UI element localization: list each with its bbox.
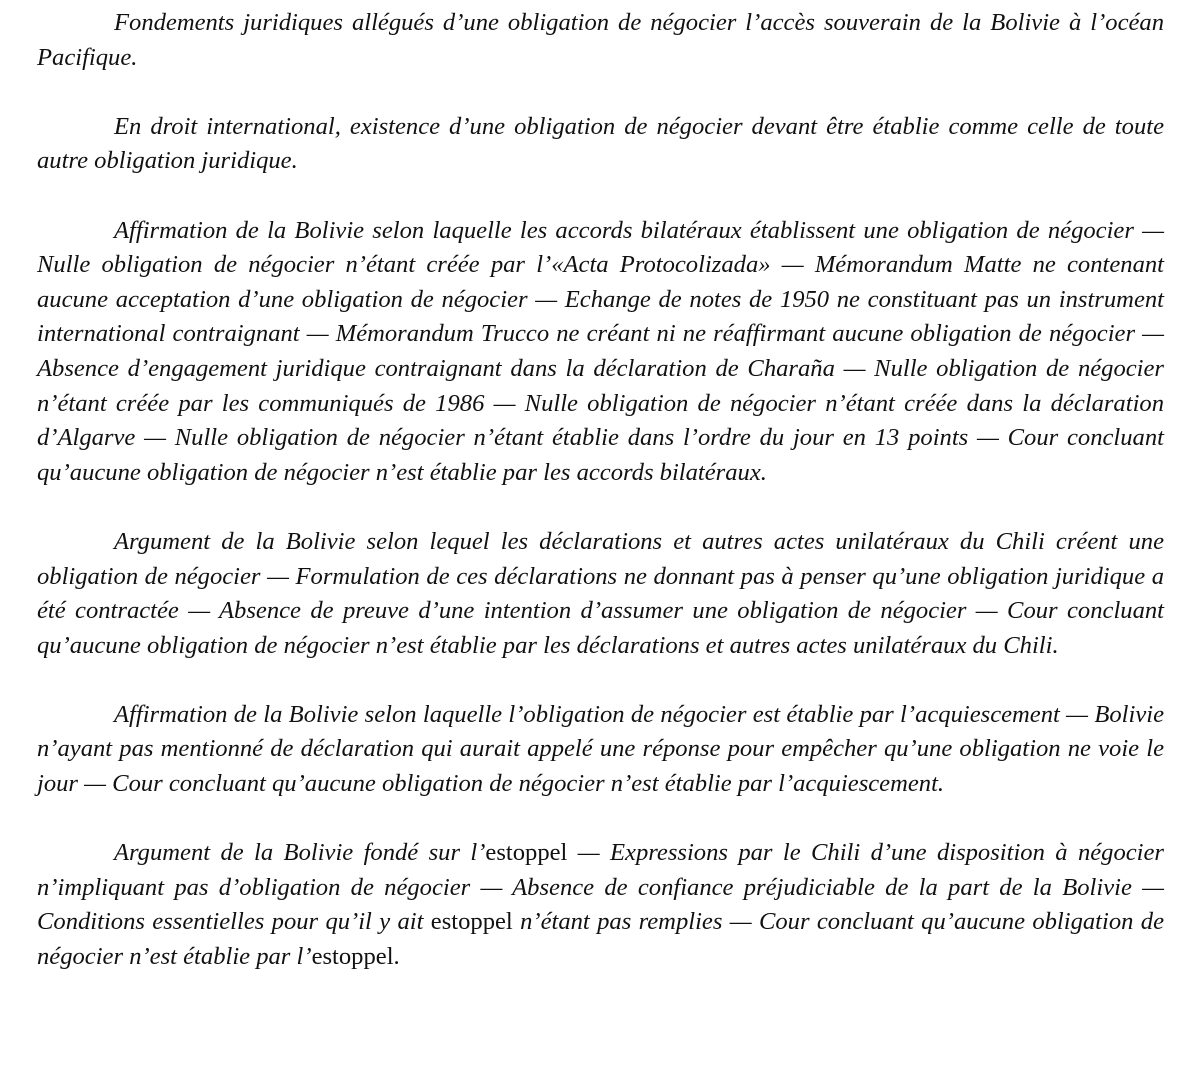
- document-page: [37, 6, 1164, 975]
- paragraph-3-text: Affirmation de la Bolivie selon laquelle les accords bilatéraux établissent une obligation de négocier — Nulle obligation de négocier n’étant créée par l’«Acta Protocolizada» — Mémorandum Matte ne contenant aucune acceptation d’une obligation de négocier — Echange de notes de 1950 ne constituant pas un instrument international contraignant — Mémorandum Trucco ne créant ni ne réaffirmant aucune obligation de négocier — Absence d’engagement juridique contraignant dans la déclaration de Charaña — Nulle obligation de négocier n’étant créée par les communiqués de 1986 — Nulle obligation de négocier n’étant créée dans la déclaration d’Algarve — Nulle obligation de négocier n’étant établie dans l’ordre du jour en 13 points — Cour concluant qu’aucune obligation de négocier n’est établie par les accords bilatéraux.: [37, 216, 1164, 486]
- estoppel-term: estoppel: [430, 908, 513, 936]
- paragraph-6-text: — Expressions par le Chili d’une disposition à négocier n’impliquant pas d’obligation de négocier — Absence de confiance préjudiciable de la part de la Bolivie — Conditions essentielles pour qu’il y ait: [37, 839, 1164, 936]
- final-period: .: [393, 943, 400, 971]
- paragraph-4-text: Argument de la Bolivie selon lequel les déclarations et autres actes unilatéraux du Chili créent une obligation de négocier — Formulation de ces déclarations ne donnant pas à penser qu’une obligation juridique a été contractée — Absence de preuve d’une intention d’assumer une obligation de négocier — Cour concluant qu’aucune obligation de négocier n’est établie par les déclarations et autres actes unilatéraux du Chili.: [37, 527, 1164, 659]
- paragraph-4: [37, 525, 1164, 663]
- paragraph-6: [37, 836, 1164, 974]
- paragraph-2: [37, 110, 1164, 179]
- paragraph-2-text: En droit international, existence d’une obligation de négocier devant être établie comme celle de toute autre obligation juridique.: [37, 112, 1164, 175]
- paragraph-3: [37, 214, 1164, 491]
- estoppel-term: estoppel: [485, 839, 568, 867]
- paragraph-6-text: n’étant pas remplies — Cour concluant qu’aucune obligation de négocier n’est établie par l’: [37, 908, 1164, 971]
- estoppel-term: estoppel: [311, 943, 394, 971]
- paragraph-5: [37, 698, 1164, 802]
- paragraph-5-text: Affirmation de la Bolivie selon laquelle l’obligation de négocier est établie par l’acquiescement — Bolivie n’ayant pas mentionné de déclaration qui aurait appelé une réponse pour empêcher qu’une obligation ne voie le jour — Cour concluant qu’aucune obligation de négocier n’est établie par l’acquiescement.: [37, 700, 1164, 798]
- paragraph-1-text: Fondements juridiques allégués d’une obligation de négocier l’accès souverain de la Bolivie à l’océan Pacifique.: [37, 9, 1164, 71]
- paragraph-1: [37, 6, 1164, 75]
- paragraph-6-text: Argument de la Bolivie fondé sur l’: [114, 839, 486, 867]
